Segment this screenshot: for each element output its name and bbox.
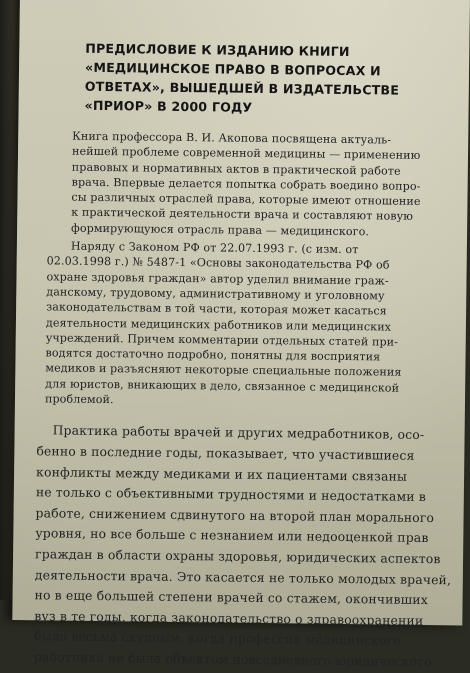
text-line: проблемой. bbox=[44, 392, 114, 407]
paragraph-intro bbox=[71, 129, 432, 240]
text-line: работе, снижением сдвинутого на второй план морального bbox=[35, 504, 435, 525]
text-line: нейшей проблеме современной медицины — применению bbox=[71, 144, 421, 163]
heading-line: ОТВЕТАХ», ВЫШЕДШЕЙ В ИЗДАТЕЛЬСТВЕ bbox=[84, 78, 400, 98]
text-line: сы различных отраслей права, которые имеют отношение bbox=[71, 190, 421, 209]
text-line: уровня, но все больше с незнанием или недооценкой прав bbox=[35, 525, 429, 546]
book-page bbox=[12, 0, 470, 669]
text-line: 02.03.1998 г.) № 5487-1 «Основы законодательства РФ об bbox=[46, 254, 390, 272]
text-line: граждан в области охраны здоровья, юридических аспектов bbox=[35, 546, 441, 567]
text-line: для юристов, вникающих в дело, связанное с медицинской bbox=[45, 377, 400, 395]
text-line: работника не была объектом повседневного юридического bbox=[33, 649, 432, 669]
text-line: Книга профессора В. И. Акопова посвящена актуаль- bbox=[72, 129, 392, 147]
text-line: было весьма скудным, когда профессия медицинского bbox=[34, 628, 401, 648]
text-line: медиков и разъясняют некоторые специальные положения bbox=[45, 361, 402, 380]
text-line: бенно в последние годы, показывает, что участившиеся bbox=[36, 443, 415, 463]
paragraph-practice bbox=[34, 421, 453, 673]
preface-body bbox=[24, 128, 452, 672]
text-line: водятся достаточно подробно, понятны для восприятия bbox=[45, 346, 381, 364]
text-line: формирующуюся отрасль права — медицинского. bbox=[71, 221, 370, 239]
heading-line: ПРЕДИСЛОВИЕ К ИЗДАНИЮ КНИГИ bbox=[85, 40, 350, 60]
text-line: не только с объективными трудностями и недостатками в bbox=[35, 484, 427, 505]
preface-heading bbox=[84, 39, 415, 119]
text-line: данскому, трудовому, административному и уголовному bbox=[46, 285, 385, 303]
text-line: конфликты между медиками и их пациентами связаны bbox=[36, 463, 408, 484]
text-line: Практика работы врачей и других медработников, осо- bbox=[52, 422, 425, 443]
text-line: учреждений. Причем комментарии отдельных статей при- bbox=[45, 331, 399, 349]
text-line: вуз в те годы, когда законодательство о здравоохранении bbox=[34, 607, 424, 628]
text-line: но в еще большей степени врачей со стажем, окончивших bbox=[34, 587, 428, 608]
heading-line: «МЕДИЦИНСКОЕ ПРАВО В ВОПРОСАХ И bbox=[84, 59, 381, 79]
text-line: охране здоровья граждан» автор уделил внимание граж- bbox=[46, 270, 389, 288]
text-line: деятельности медицинских работников или медицинских bbox=[45, 315, 392, 334]
text-line: правовых и нормативных актов в практической работе bbox=[71, 160, 401, 178]
text-line: деятельности врача. Это касается не только молодых врачей, bbox=[34, 566, 452, 587]
text-line: Наряду с Законом РФ от 22.07.1993 г. (с изм. от bbox=[70, 239, 359, 257]
text-line: к практической деятельности врача и составляют новую bbox=[71, 206, 414, 224]
paragraph-law bbox=[45, 238, 435, 411]
text-line: врача. Впервые делается попытка собрать воедино вопро- bbox=[71, 175, 421, 193]
heading-line: «ПРИОР» В 2000 ГОДУ bbox=[84, 97, 253, 115]
text-line: законодательствам в той части, которая может касаться bbox=[46, 300, 387, 318]
